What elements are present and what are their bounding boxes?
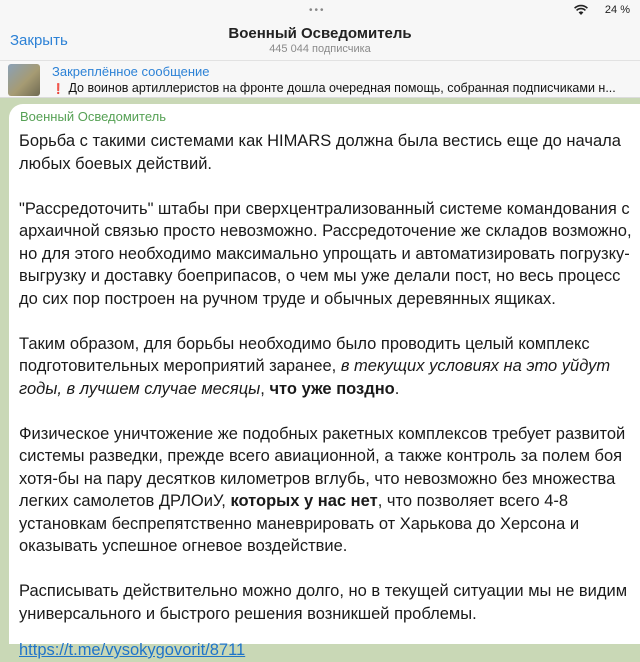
paragraph-4-text: Физическое уничтожение же подобных ракетных комплексов требует развитой системы разведки, прежде всего авиационной, а также контроль за полем боя хотя-бы на пару десятков километров вглубь, что невозможно без множества легких самолетов ДРЛОиУ,	[19, 424, 626, 510]
pinned-text	[52, 81, 638, 95]
pinned-text-content: До воинов артиллеристов на фронте дошла очередная помощь, собранная подписчиками н...	[68, 81, 616, 95]
message-text	[19, 130, 635, 662]
paragraph-4	[19, 423, 635, 558]
paragraph-3-separator: ,	[260, 379, 270, 398]
message-author[interactable]: Военный Осведомитель	[20, 109, 167, 124]
paragraph-3-text: Таким образом, для борьбы необходимо было проводить целый комплекс подготовительных мероприятий заранее,	[19, 334, 590, 375]
close-button[interactable]: Закрыть	[10, 32, 68, 49]
message-bubble	[9, 104, 640, 659]
battery-percentage: 24 %	[604, 4, 630, 16]
pinned-message-bar[interactable]	[0, 60, 640, 98]
chat-header	[0, 22, 640, 60]
status-bar	[0, 0, 640, 22]
wifi-icon	[574, 4, 588, 16]
message-link[interactable]: https://t.me/vysokygovorit/8711	[19, 641, 246, 659]
paragraph-3-end: .	[394, 379, 400, 398]
paragraph-1: Борьба с такими системами как HIMARS должна была вестись еще до начала любых боевых действий.	[19, 132, 621, 173]
subscriber-count: 445 044 подписчика	[269, 43, 371, 55]
pinned-thumbnail	[8, 64, 40, 96]
paragraph-3-italic: в текущих условиях на это уйдут годы, в лучшем случае месяцы	[19, 357, 611, 398]
paragraph-3-bold: что уже поздно	[269, 379, 395, 398]
alarm-icon: ❗	[52, 84, 65, 95]
paragraph-5: Расписывать действительно можно долго, но в текущей ситуации мы не видим универсального и быстрого решения возникшей проблемы.	[19, 582, 628, 623]
paragraph-4-text-end: , что позволяет всего 4-8 установкам беспрепятственно маневрировать от Харькова до Херсона и оказывать успешное огневое воздействие.	[19, 492, 580, 555]
pinned-label: Закреплённое сообщение	[52, 64, 210, 79]
multitask-dots[interactable]: •••	[309, 5, 326, 16]
paragraph-2: "Рассредоточить" штабы при сверхцентрализованный системе командования с архаичной связью просто невозможно. Рассредоточение же складов возможно, но для этого необходимо максимально упрощать и автоматизировать погрузку-выгрузку и доставку боеприпасов, о чем мы уже делали пост, но весь процесс до сих пор построен на ручном труде и обычных деревянных ящиках.	[19, 199, 632, 308]
paragraph-3	[19, 333, 635, 401]
channel-title[interactable]: Военный Осведомитель	[228, 25, 412, 42]
paragraph-4-bold: которых у нас нет	[230, 492, 378, 510]
